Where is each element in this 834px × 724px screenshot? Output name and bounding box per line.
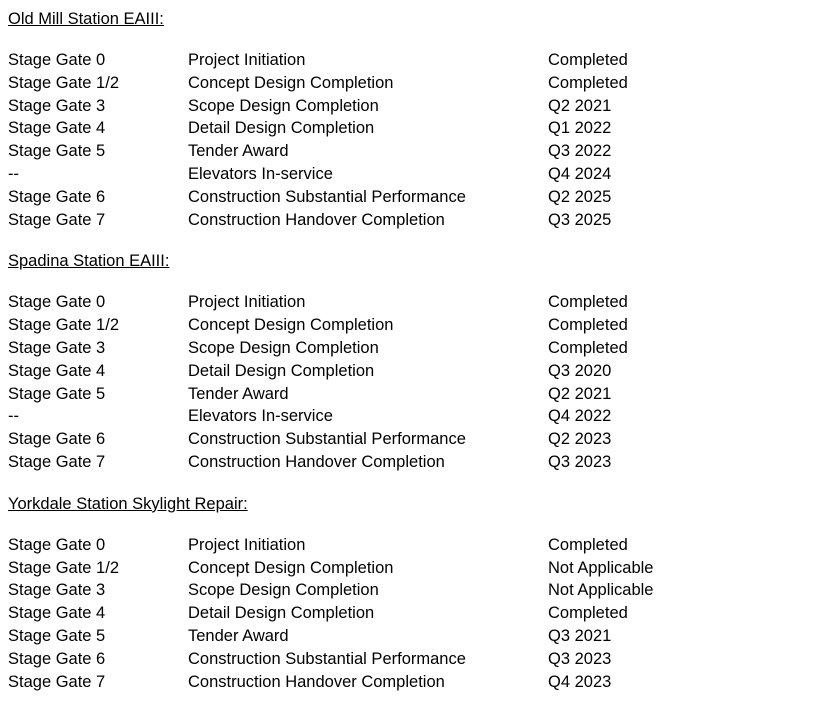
stage-gate-description: Detail Design Completion — [188, 119, 375, 138]
stage-gate-description: Detail Design Completion — [188, 361, 375, 380]
stage-gate-table — [8, 291, 708, 473]
stage-gate-label: Stage Gate 7 — [8, 672, 106, 691]
stage-gate-status: Q4 2023 — [548, 672, 612, 691]
table-row — [8, 72, 708, 95]
table-row — [8, 671, 708, 694]
stage-gate-description: Project Initiation — [188, 293, 306, 312]
table-row — [8, 163, 708, 186]
table-row — [8, 534, 708, 557]
stage-gate-label: Stage Gate 0 — [8, 51, 106, 69]
stage-gate-description: Elevators In-service — [188, 407, 333, 426]
stage-gate-label: Stage Gate 6 — [8, 430, 106, 449]
stage-gate-label: Stage Gate 3 — [8, 581, 106, 600]
table-row — [8, 209, 708, 232]
stage-gate-description: Scope Design Completion — [188, 96, 379, 115]
stage-gate-description: Project Initiation — [188, 535, 306, 554]
project-section-yorkdale — [8, 493, 834, 694]
stage-gate-status: Q3 2021 — [548, 626, 612, 645]
table-row — [8, 49, 708, 72]
stage-gate-status: Q3 2025 — [548, 210, 612, 229]
stage-gate-label: Stage Gate 1/2 — [8, 73, 119, 92]
stage-gate-table — [8, 534, 708, 694]
stage-gate-status: Not Applicable — [548, 558, 654, 577]
stage-gate-description: Detail Design Completion — [188, 604, 375, 623]
stage-gate-status: Completed — [548, 293, 628, 312]
stage-gate-status: Completed — [548, 73, 628, 92]
stage-gate-description: Construction Handover Completion — [188, 452, 445, 471]
stage-gate-label: Stage Gate 4 — [8, 361, 106, 380]
stage-gate-status: Q3 2020 — [548, 361, 612, 380]
table-row — [8, 383, 708, 406]
stage-gate-description: Construction Substantial Performance — [188, 649, 466, 668]
table-row — [8, 557, 708, 580]
project-section-old-mill — [8, 8, 834, 231]
table-row — [8, 428, 708, 451]
stage-gate-description: Construction Substantial Performance — [188, 187, 466, 206]
table-row — [8, 360, 708, 383]
table-row — [8, 451, 708, 474]
stage-gate-label: Stage Gate 5 — [8, 626, 106, 645]
table-row — [8, 405, 708, 428]
stage-gate-description: Concept Design Completion — [188, 73, 394, 92]
stage-gate-status: Completed — [548, 338, 628, 357]
stage-gate-label: Stage Gate 5 — [8, 384, 106, 403]
stage-gate-status: Completed — [548, 316, 628, 335]
table-row — [8, 186, 708, 209]
stage-gate-status: Completed — [548, 535, 628, 554]
project-section-spadina — [8, 250, 834, 473]
stage-gate-label: Stage Gate 6 — [8, 649, 106, 668]
table-row — [8, 602, 708, 625]
stage-gate-status: Q1 2022 — [548, 119, 612, 138]
stage-gate-label: Stage Gate 0 — [8, 535, 106, 554]
stage-gate-label: -- — [8, 164, 19, 183]
spacer — [8, 272, 834, 291]
stage-gate-label: Stage Gate 6 — [8, 187, 106, 206]
stage-gate-status: Not Applicable — [548, 581, 654, 600]
section-title: Old Mill Station EAIII: — [8, 10, 164, 28]
section-title: Spadina Station EAIII: — [8, 252, 170, 271]
stage-gate-description: Construction Substantial Performance — [188, 430, 466, 449]
stage-gate-description: Tender Award — [188, 626, 289, 645]
stage-gate-label: Stage Gate 3 — [8, 96, 106, 115]
stage-gate-label: Stage Gate 7 — [8, 210, 106, 229]
table-row — [8, 140, 708, 163]
table-row — [8, 291, 708, 314]
stage-gate-description: Scope Design Completion — [188, 581, 379, 600]
stage-gate-status: Q3 2023 — [548, 452, 612, 471]
stage-gate-status: Q4 2022 — [548, 407, 612, 426]
stage-gate-label: Stage Gate 0 — [8, 293, 106, 312]
stage-gate-status: Q2 2021 — [548, 384, 612, 403]
table-row — [8, 579, 708, 602]
stage-gate-label: -- — [8, 407, 19, 426]
stage-gate-status: Q3 2023 — [548, 649, 612, 668]
stage-gate-label: Stage Gate 7 — [8, 452, 106, 471]
spacer — [8, 515, 834, 534]
stage-gate-label: Stage Gate 3 — [8, 338, 106, 357]
stage-gate-label: Stage Gate 1/2 — [8, 558, 119, 577]
table-row — [8, 314, 708, 337]
stage-gate-status: Q3 2022 — [548, 142, 612, 161]
stage-gate-status: Completed — [548, 604, 628, 623]
stage-gate-status: Q2 2021 — [548, 96, 612, 115]
stage-gate-description: Concept Design Completion — [188, 316, 394, 335]
stage-gate-description: Construction Handover Completion — [188, 672, 445, 691]
stage-gate-description: Project Initiation — [188, 51, 306, 69]
stage-gate-status: Q2 2023 — [548, 430, 612, 449]
table-row — [8, 337, 708, 360]
stage-gate-label: Stage Gate 1/2 — [8, 316, 119, 335]
stage-gate-description: Tender Award — [188, 384, 289, 403]
table-row — [8, 648, 708, 671]
section-title: Yorkdale Station Skylight Repair: — [8, 494, 248, 513]
stage-gate-table — [8, 49, 708, 231]
spacer — [8, 474, 834, 493]
stage-gate-description: Construction Handover Completion — [188, 210, 445, 229]
stage-gate-label: Stage Gate 5 — [8, 142, 106, 161]
stage-gate-status: Completed — [548, 51, 628, 69]
spacer — [8, 30, 834, 49]
table-row — [8, 117, 708, 140]
stage-gate-label: Stage Gate 4 — [8, 604, 106, 623]
table-row — [8, 625, 708, 648]
stage-gate-description: Scope Design Completion — [188, 338, 379, 357]
spacer — [8, 231, 834, 250]
stage-gate-description: Tender Award — [188, 142, 289, 161]
stage-gate-status: Q2 2025 — [548, 187, 612, 206]
stage-gate-description: Elevators In-service — [188, 164, 333, 183]
stage-gate-description: Concept Design Completion — [188, 558, 394, 577]
stage-gate-status: Q4 2024 — [548, 164, 612, 183]
table-row — [8, 95, 708, 118]
stage-gate-label: Stage Gate 4 — [8, 119, 106, 138]
